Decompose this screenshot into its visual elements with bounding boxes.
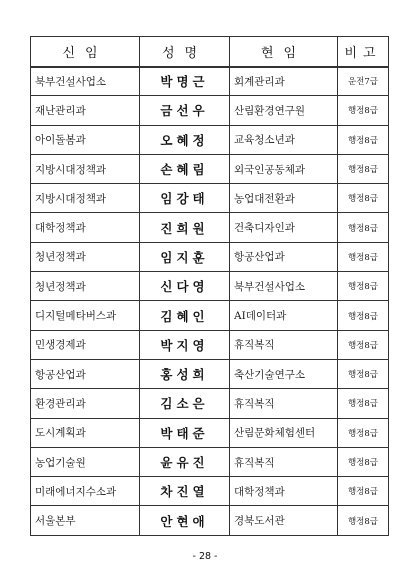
- note-cell: 행정8급: [338, 477, 389, 506]
- new-post-cell: 디지털메타버스과: [31, 301, 140, 330]
- name-cell: 오혜정: [140, 125, 230, 154]
- note-cell: 행정8급: [338, 330, 389, 359]
- header-row: [31, 37, 389, 67]
- current-post-cell: 휴직복직: [230, 330, 338, 359]
- new-post-cell: 미래에너지수소과: [31, 477, 140, 506]
- note-cell: 행정8급: [338, 154, 389, 183]
- table-row: [31, 213, 389, 242]
- note-cell: 행정8급: [338, 272, 389, 301]
- current-post-cell: 휴직복직: [230, 389, 338, 418]
- name-cell: 신다영: [140, 272, 230, 301]
- name-cell: 홍성희: [140, 359, 230, 388]
- note-cell: 행정8급: [338, 96, 389, 125]
- new-post-cell: 환경관리과: [31, 389, 140, 418]
- name-cell: 박태준: [140, 418, 230, 447]
- current-post-cell: 축산기술연구소: [230, 359, 338, 388]
- table-row: [31, 272, 389, 301]
- new-post-cell: 대학정책과: [31, 213, 140, 242]
- new-post-cell: 북부건설사업소: [31, 67, 140, 96]
- name-cell: 차진열: [140, 477, 230, 506]
- new-post-cell: 서울본부: [31, 506, 140, 535]
- page-number: - 28 -: [192, 551, 218, 562]
- current-post-cell: 북부건설사업소: [230, 272, 338, 301]
- new-post-cell: 민생경제과: [31, 330, 140, 359]
- table-row: [31, 184, 389, 213]
- new-post-cell: 청년정책과: [31, 242, 140, 271]
- header-note: 비고: [338, 37, 389, 67]
- name-cell: 박명근: [140, 67, 230, 96]
- name-cell: 손혜림: [140, 154, 230, 183]
- header-current-post: 현임: [230, 37, 338, 67]
- note-cell: 행정8급: [338, 242, 389, 271]
- new-post-cell: 지방시대정책과: [31, 154, 140, 183]
- name-cell: 임강태: [140, 184, 230, 213]
- current-post-cell: 휴직복직: [230, 447, 338, 476]
- note-cell: 행정8급: [338, 301, 389, 330]
- note-cell: 운전7급: [338, 67, 389, 96]
- table-row: [31, 506, 389, 535]
- note-cell: 행정8급: [338, 359, 389, 388]
- name-cell: 금선우: [140, 96, 230, 125]
- new-post-cell: 아이돌봄과: [31, 125, 140, 154]
- note-cell: 행정8급: [338, 389, 389, 418]
- name-cell: 김혜인: [140, 301, 230, 330]
- name-cell: 김소은: [140, 389, 230, 418]
- table-row: [31, 447, 389, 476]
- new-post-cell: 재난관리과: [31, 96, 140, 125]
- header-name: 성명: [140, 37, 230, 67]
- new-post-cell: 항공산업과: [31, 359, 140, 388]
- note-cell: 행정8급: [338, 418, 389, 447]
- name-cell: 안현애: [140, 506, 230, 535]
- personnel-table: [30, 36, 389, 536]
- table-row: [31, 389, 389, 418]
- note-cell: 행정8급: [338, 213, 389, 242]
- new-post-cell: 농업기술원: [31, 447, 140, 476]
- name-cell: 박지영: [140, 330, 230, 359]
- table-row: [31, 359, 389, 388]
- name-cell: 임지훈: [140, 242, 230, 271]
- current-post-cell: 경북도서관: [230, 506, 338, 535]
- current-post-cell: AI데이터과: [230, 301, 338, 330]
- new-post-cell: 청년정책과: [31, 272, 140, 301]
- table-row: [31, 418, 389, 447]
- current-post-cell: 회계관리과: [230, 67, 338, 96]
- note-cell: 행정8급: [338, 184, 389, 213]
- name-cell: 윤유진: [140, 447, 230, 476]
- name-cell: 진희원: [140, 213, 230, 242]
- table-row: [31, 477, 389, 506]
- current-post-cell: 산림환경연구원: [230, 96, 338, 125]
- current-post-cell: 교육청소년과: [230, 125, 338, 154]
- current-post-cell: 건축디자인과: [230, 213, 338, 242]
- current-post-cell: 외국인공동체과: [230, 154, 338, 183]
- note-cell: 행정8급: [338, 125, 389, 154]
- new-post-cell: 지방시대정책과: [31, 184, 140, 213]
- current-post-cell: 산림문화체험센터: [230, 418, 338, 447]
- table-row: [31, 242, 389, 271]
- note-cell: 행정8급: [338, 447, 389, 476]
- table-row: [31, 125, 389, 154]
- table-row: [31, 96, 389, 125]
- table-row: [31, 67, 389, 96]
- table-row: [31, 330, 389, 359]
- table-row: [31, 301, 389, 330]
- table-row: [31, 154, 389, 183]
- current-post-cell: 항공산업과: [230, 242, 338, 271]
- new-post-cell: 도시계획과: [31, 418, 140, 447]
- current-post-cell: 농업대전환과: [230, 184, 338, 213]
- table-header: [31, 37, 389, 67]
- header-new-post: 신임: [31, 37, 140, 67]
- current-post-cell: 대학정책과: [230, 477, 338, 506]
- note-cell: 행정8급: [338, 506, 389, 535]
- table-body: [31, 67, 389, 536]
